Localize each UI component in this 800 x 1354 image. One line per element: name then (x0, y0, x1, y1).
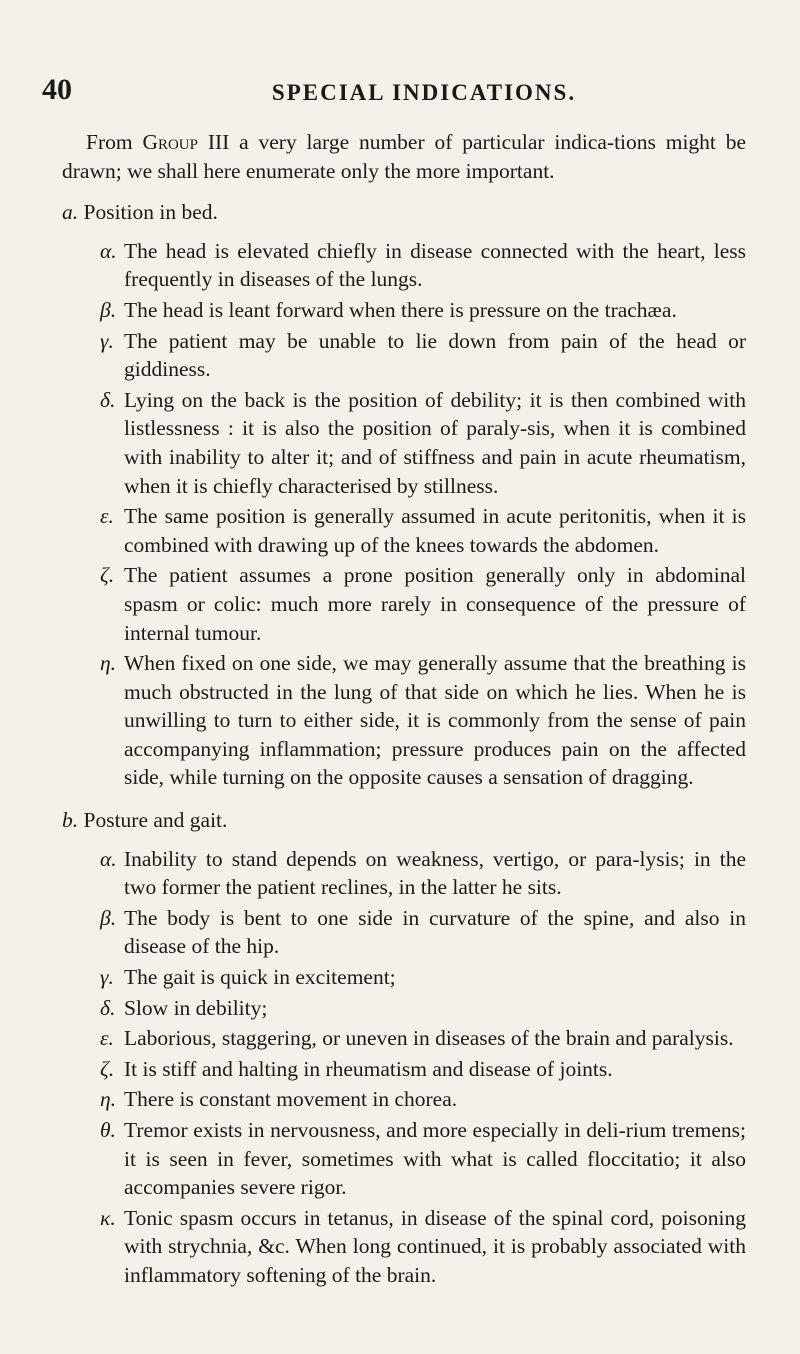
item-marker: η. (100, 651, 117, 676)
item-text: Tremor exists in nervousness, and more especially in deli-rium tremens; it is seen in fever, sometimes with what is called floccitatio; it also accompanies severe rigor. (124, 1118, 746, 1200)
list-item (42, 296, 746, 325)
item-text: The body is bent to one side in curvature of the spine, and also in disease of the hip. (124, 905, 746, 959)
item-text: Inability to stand depends on weakness, vertigo, or para-lysis; in the two former the patient reclines, in the latter he sits. (124, 846, 746, 900)
item-text: Tonic spasm occurs in tetanus, in disease of the spinal cord, poisoning with strychnia, &c. When long continued, it is probably associated with inflammatory softening of the brain. (124, 1205, 746, 1287)
section-title: Position in bed. (83, 200, 218, 225)
page-header (42, 72, 746, 116)
item-text: When fixed on one side, we may generally assume that the breathing is much obstructed in the lung of that side on which he lies. When he is unwilling to turn to either side, it is commonly from the sense of pain accompanying inflammation; pressure produces pain on the affected side, while turning on the opposite causes a sensation of dragging. (124, 651, 746, 790)
list-item (42, 994, 746, 1023)
item-text: The head is leant forward when there is pressure on the trachæa. (124, 297, 677, 322)
page-number: 40 (42, 73, 72, 106)
list-item (42, 237, 746, 294)
item-marker: α. (100, 238, 117, 263)
item-marker: γ. (100, 965, 114, 990)
item-marker: η. (100, 1087, 117, 1112)
item-marker: ζ. (100, 563, 115, 588)
item-text: It is stiff and halting in rheumatism and disease of joints. (124, 1056, 613, 1081)
list-item (42, 386, 746, 500)
group-label: Group (142, 130, 198, 154)
item-text: Lying on the back is the position of debility; it is then combined with listlessness : it is also the position of paraly-sis, when it is combined with inability to alter it; and of stiffness and pain in acute rheumatism, when it is chiefly characterised by stillness. (124, 387, 746, 498)
list-item (42, 904, 746, 961)
item-text: The patient assumes a prone position generally only in abdominal spasm or colic: much more rarely in consequence of the pressure of internal tumour. (124, 563, 746, 645)
section-heading-posture-and-gait (42, 806, 746, 835)
item-marker: ε. (100, 504, 114, 529)
list-item (42, 1204, 746, 1290)
item-marker: δ. (100, 995, 116, 1020)
item-text: The patient may be unable to lie down from pain of the head or giddiness. (124, 328, 746, 382)
list-item (42, 963, 746, 992)
item-text: There is constant movement in chorea. (124, 1087, 458, 1112)
item-text: Laborious, staggering, or uneven in diseases of the brain and paralysis. (124, 1026, 734, 1051)
list-item (42, 649, 746, 792)
item-marker: β. (100, 297, 117, 322)
item-text: Slow in debility; (124, 995, 268, 1020)
section-letter: a. (62, 200, 79, 225)
intro-paragraph (42, 128, 746, 185)
item-marker: κ. (100, 1205, 116, 1230)
item-marker: α. (100, 846, 117, 871)
item-marker: ε. (100, 1026, 114, 1051)
section-heading-position-in-bed (42, 198, 746, 227)
item-marker: ζ. (100, 1056, 115, 1081)
list-item (42, 845, 746, 902)
list-item (42, 1055, 746, 1084)
list-item (42, 327, 746, 384)
item-text: The head is elevated chiefly in disease connected with the heart, less frequently in diseases of the lungs. (124, 238, 746, 292)
item-text: The gait is quick in excitement; (124, 965, 396, 990)
section-title: Posture and gait. (83, 808, 228, 833)
list-item (42, 502, 746, 559)
intro-rest: III a very large number of particular indica-tions might be drawn; we shall here enumerate only the more important. (62, 130, 747, 183)
running-head: SPECIAL INDICATIONS. (271, 80, 577, 105)
item-marker: θ. (100, 1118, 116, 1142)
section-letter: b. (62, 808, 79, 833)
item-marker: β. (100, 905, 117, 930)
item-marker: γ. (100, 328, 114, 353)
list-item (42, 1085, 746, 1114)
item-text: The same position is generally assumed in acute peritonitis, when it is combined with drawing up of the knees towards the abdomen. (124, 504, 746, 557)
item-marker: δ. (100, 387, 116, 412)
intro-lead: From (86, 130, 133, 154)
list-item (42, 561, 746, 647)
list-item (42, 1024, 746, 1053)
list-item (42, 1116, 746, 1202)
